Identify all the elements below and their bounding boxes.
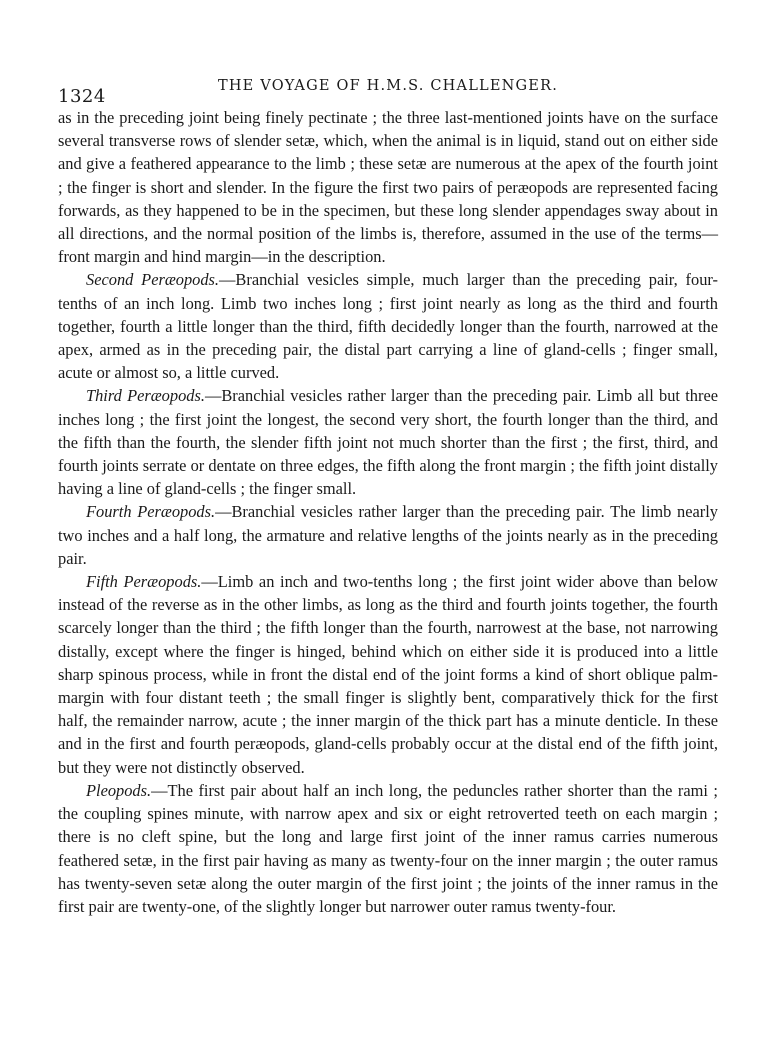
paragraph-continuation [58,106,718,268]
paragraph-second-peraeopods [58,268,718,384]
paragraph-heading: Second Peræopods. [86,270,220,290]
page-number: 1324 [58,86,106,107]
body-text [58,106,718,918]
paragraph-text: —Branchial vesicles simple, much larger than the preceding pair, four-tenths of an inch long. Limb two inches long ; first joint nearly as long as the third and fourth together, fourth a little longer than the third, fifth decidedly longer than the fourth, narrowed at the apex, armed as in the preceding pair, the distal part carrying a line of gland-cells ; finger small, acute or almost so, a little curved. [58,270,718,383]
page-header [58,70,718,106]
paragraph-text: —Branchial vesicles rather larger than the preceding pair. Limb all but three inches long ; the first joint the longest, the second very short, the fourth longer than the third, and the fifth than the fourth, the slender fifth joint not much shorter than the first ; the first, third, and fourth joints serrate or dentate on three edges, the fifth along the front margin ; the fifth joint distally having a line of gland-cells ; the finger small. [58,386,718,499]
running-title: THE VOYAGE OF H.M.S. CHALLENGER. [217,78,559,94]
paragraph-heading: Fourth Peræopods. [86,502,216,522]
paragraph-text: —Limb an inch and two-tenths long ; the first joint wider above than below instead of the reverse as in the other limbs, as long as the third and fourth joints together, the fourth scarcely longer than the third ; the fifth longer than the fourth, narrowest at the base, not narrowing distally, except where the finger is hinged, behind which on either side it is produced into a little sharp spinous process, while in front the distal end of the joint forms a kind of short oblique palm-margin with four distant teeth ; the small finger is slightly bent, comparatively thick for the first half, the remainder narrow, acute ; the inner margin of the thick part has a minute denticle. In these and in the first and fourth peræopods, gland-cells probably occur at the distal end of the fifth joint, but they were not distinctly observed. [58,572,719,777]
paragraph-fifth-peraeopods [58,570,718,779]
paragraph-pleopods [58,779,718,918]
paragraph-heading: Fifth Peræopods. [86,572,202,592]
paragraph-text: —Branchial vesicles rather larger than the preceding pair. The limb nearly two inches and a half long, the armature and relative lengths of the joints nearly as in the preceding pair. [58,502,718,568]
paragraph-heading: Third Peræopods. [86,386,205,406]
paragraph-fourth-peraeopods [58,500,718,570]
paragraph-third-peraeopods [58,384,718,500]
paragraph-heading: Pleopods. [86,780,152,800]
paragraph-text: as in the preceding joint being finely pectinate ; the three last-mentioned joints have on the surface several transverse rows of slender setæ, which, when the animal is in liquid, stand out on either side and give a feathered appearance to the limb ; these setæ are numerous at the apex of the fourth joint ; the finger is short and slender. In the figure the first two pairs of peræopods are represented facing forwards, as they happened to be in the specimen, but these long slender appendages sway about in all directions, and the normal position of the limbs is, therefore, assumed in the use of the terms—front margin and hind margin—in the description. [58,108,718,267]
paragraph-text: —The first pair about half an inch long, the peduncles rather shorter than the rami ; the coupling spines minute, with narrow apex and six or eight retroverted teeth on each margin ; there is no cleft spine, but the long and large first joint of the inner ramus carries numerous feathered setæ, in the first pair having as many as twenty-four on the inner margin ; the outer ramus has twenty-seven setæ along the outer margin of the first joint ; the joints of the inner ramus in the first pair are twenty-one, of the slightly longer but narrower outer ramus twenty-four. [58,780,718,916]
